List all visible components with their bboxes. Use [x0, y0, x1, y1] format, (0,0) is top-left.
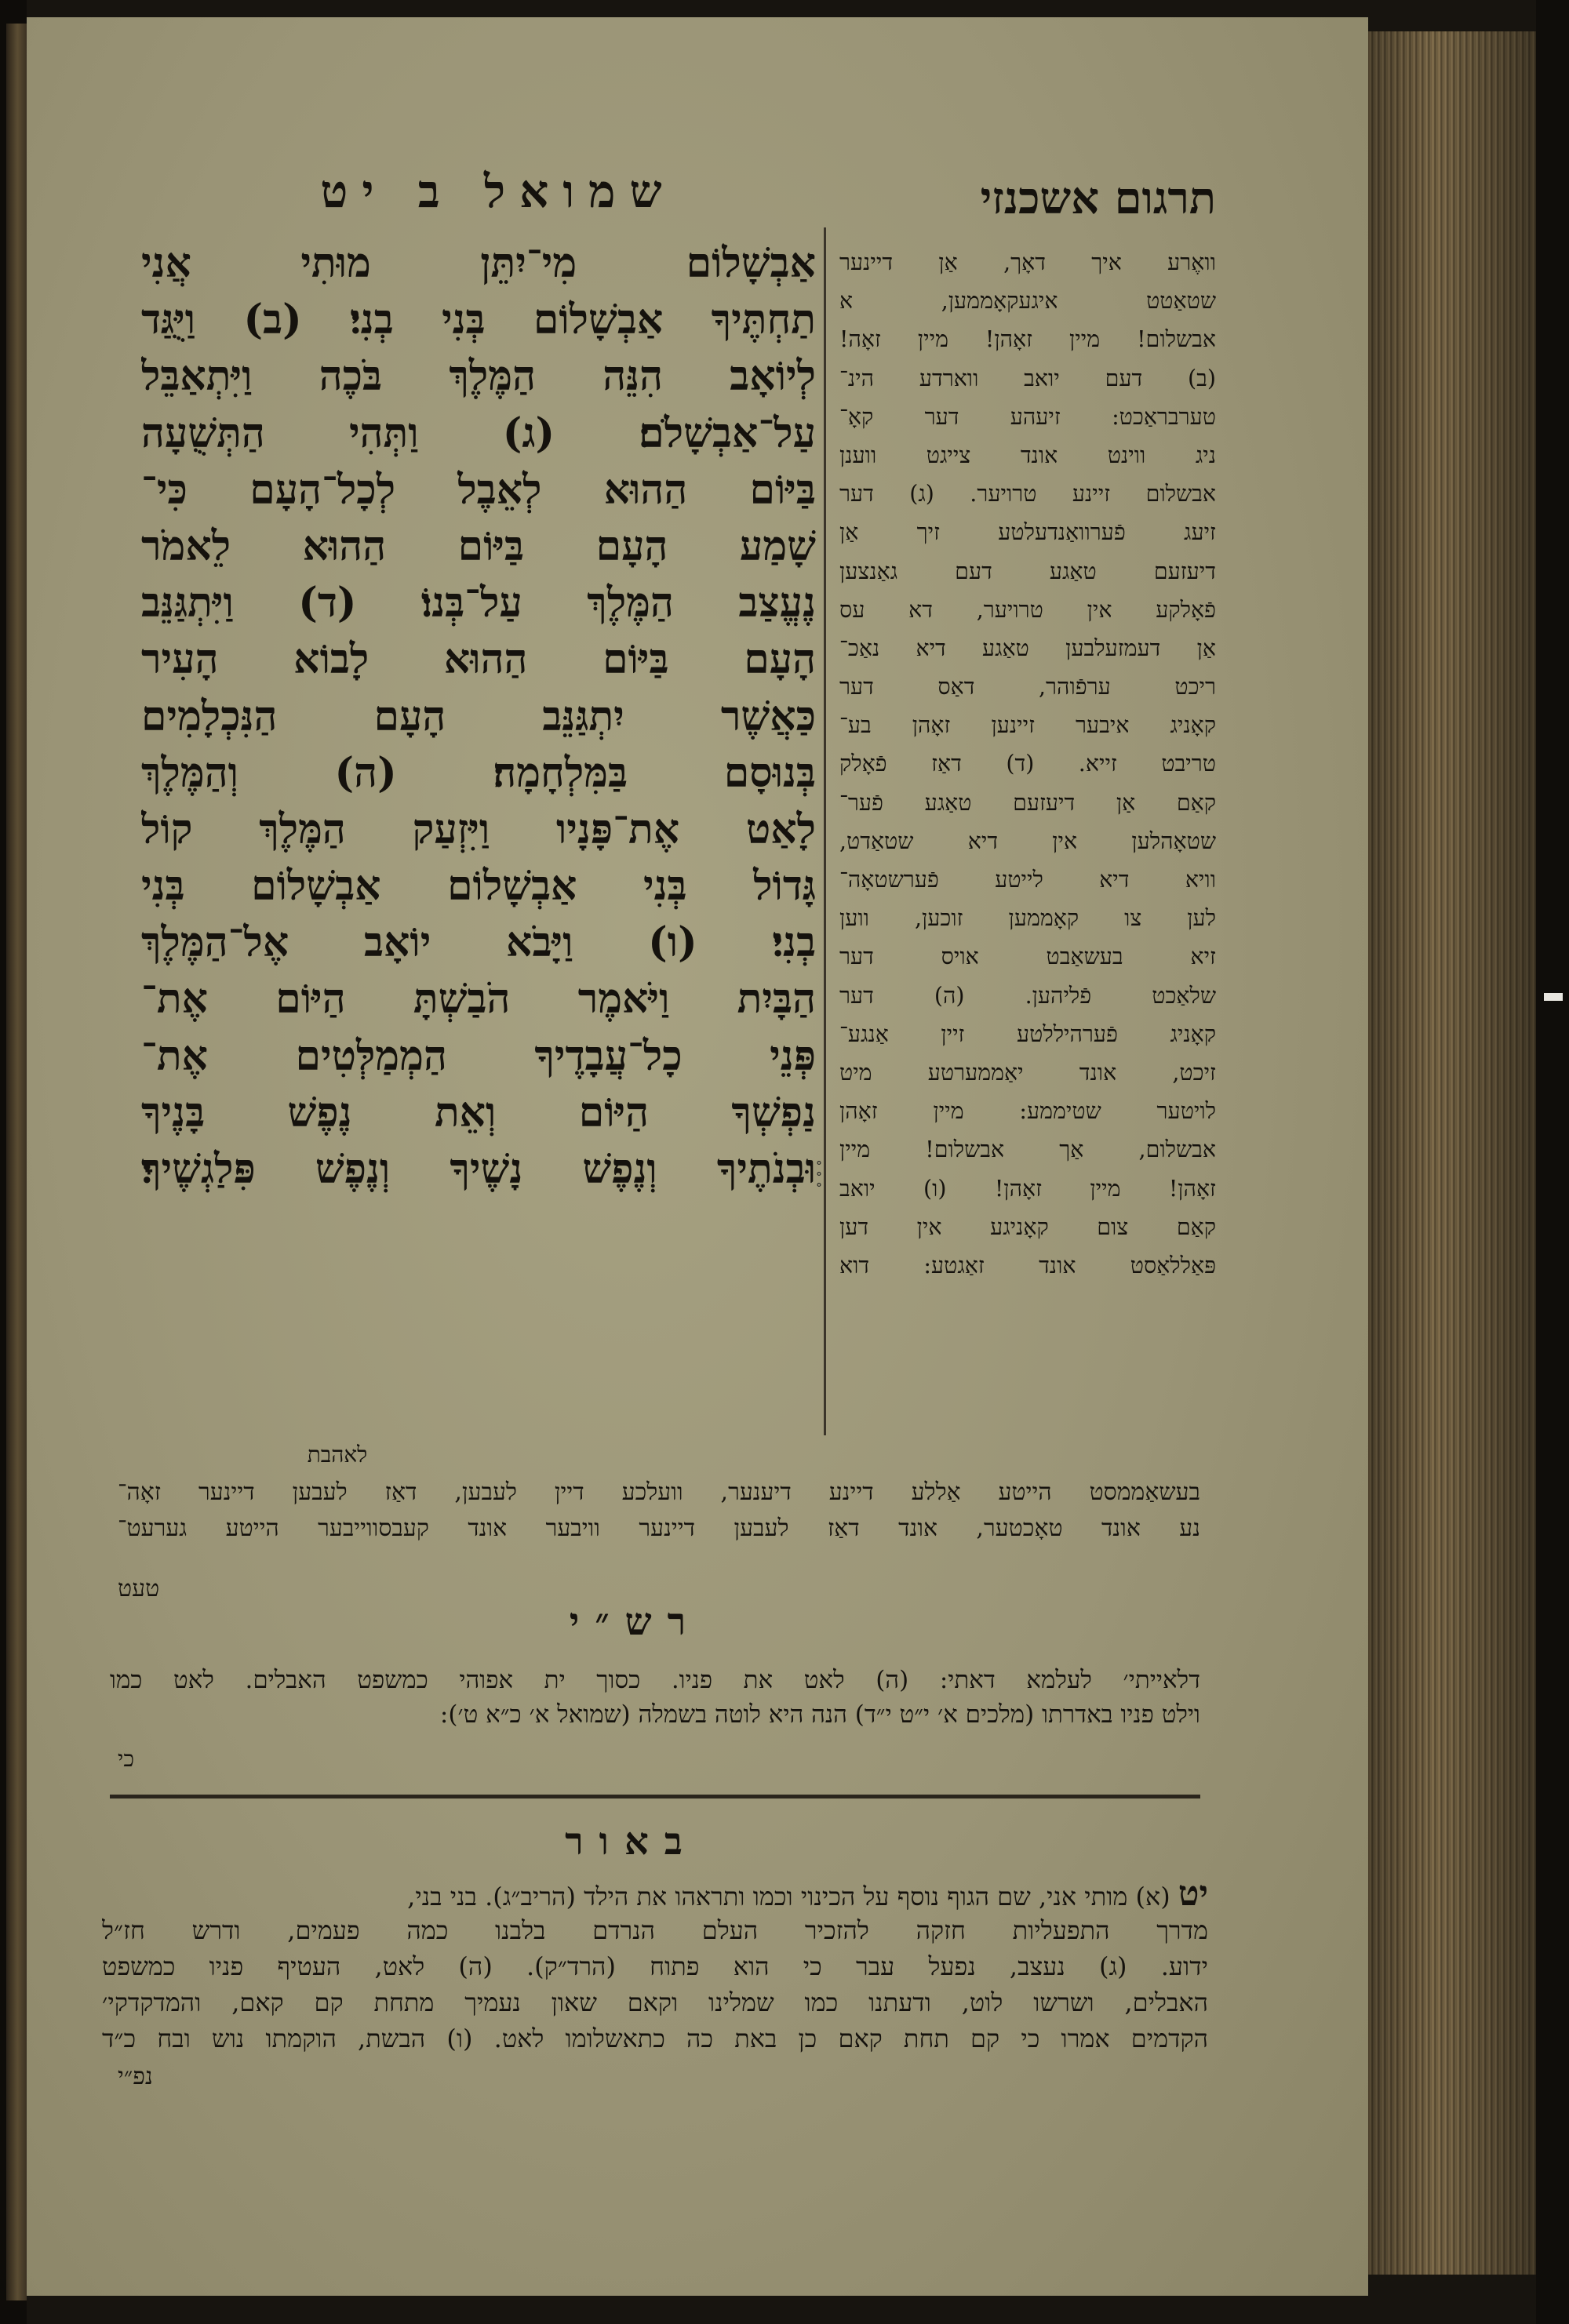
translation-line: פּאַללאַסט אונד זאַגטע: דוא	[839, 1252, 1216, 1278]
translation-line: זיא בעשאַבט אויס דער	[839, 944, 1216, 970]
translation-line: אבשלום! מיין זאָהן! מיין זאָה!	[839, 326, 1216, 353]
beur-commentary	[102, 1876, 1208, 2057]
main-text-line: בַּיּוֹם הַהוּא לְאֵבֶל לְכָל־הָעָם כִּי־	[141, 465, 816, 514]
column-divider	[824, 227, 826, 1435]
rashi-line: וילט פניו באדרתו (מלכים א׳ י״ט י״ד) הנה היא לוטה בשמלה (שמואל א׳ כ״א ט׳):	[439, 1700, 1200, 1729]
main-text-line: בְנִי׃ (ו) וַיָּבֹא יוֹאָב אֶל־הַמֶּלֶךְ	[141, 918, 816, 967]
beur-line: מדרך התפעליות חזקה להזכיר העלם הנרדם בלבנו כמה פעמים, ודרש חז״ל	[102, 1915, 1208, 1945]
translation-continuation	[118, 1475, 1200, 1547]
catchword-rashi: כי	[118, 1746, 135, 1772]
beur-line: האבלים, ושרשו לוט, ודעתנו כמו שמלינו וקאם שאון נעמיך מתחת קם קאם, והמדקדקי׳	[102, 1988, 1208, 2017]
translation-line: ניג ווינט אונד צייגט ווענן	[839, 442, 1216, 468]
beur-line-text: (א) מותי אני, שם הגוף נוסף על הכינוי וכמו ותראהו את הילד (הריב״ג). בני בני,	[407, 1882, 1170, 1911]
main-text-line: וּבְנֹתֶיךָ וְנֶפֶשׁ נָשֶׁיךָ וְנֶפֶשׁ פִּלַגְשֶׁיךָ׃	[141, 1145, 816, 1193]
translation-line: ריכט ערפֿוהר, דאַס דער	[839, 674, 1216, 700]
rashi-commentary	[110, 1663, 1200, 1732]
translation-line: זיעג פֿערוואַנדעלטע זיך אַן	[839, 519, 1216, 546]
main-text-line: לָאַט אֶת־פָּנָיו וַיִּזְעַק הַמֶּלֶךְ קוֹל	[141, 805, 816, 853]
translation-line: טערבראַכט: זיעהע דער קאָ־	[839, 403, 1216, 430]
margin-marks: ° ° °	[816, 1158, 822, 1195]
main-text-line: גָּדוֹל בְּנִי אַבְשָׁלוֹם אַבְשָׁלוֹם בְּנִי	[141, 862, 816, 911]
paper-tab-marker	[1544, 993, 1563, 1001]
translation-wide-line: בעשאַממסט הייטע אַללע דיינע דיענער, וועלכע דיין לעבען, דאַז לעבען דיינער זאָה־	[118, 1478, 1200, 1506]
translation-line: שטאַטט איגעקאָממען, א	[839, 288, 1216, 315]
main-text-line: כַּאֲשֶׁר יִתְגַּנֵּב הָעָם הַנִּכְלָמִים	[141, 692, 816, 740]
translation-line: זיכט, אונד יאַממערטע מיט	[839, 1059, 1216, 1086]
beur-line: הקדמים אמרו כי קם תחת קאם כן באת כה כתאשלומו לאט. (ו) הבשת, הוקמתו נוש ובח כ״ד	[102, 2024, 1208, 2053]
translation-line: אַן דעמזעלבען טאַגע דיא נאַכ־	[839, 635, 1216, 661]
book-binding	[6, 24, 27, 2300]
header-translation-title: תרגום אשכנזי	[980, 173, 1216, 224]
translation-line: שלאַכט פֿליהען. (ה) דער	[839, 982, 1216, 1009]
translation-line: לויטער שטיממע: מיין זאָהן	[839, 1098, 1216, 1125]
translation-line: קאַם אַן דיעזעם טאַגע פֿער־	[839, 789, 1216, 816]
rashi-line: דלאייתי׳ לעלמא דאתי: (ה) לאט את פניו. כסוך ית אפוהי כמשפט האבלים. לאט כמו	[110, 1666, 1200, 1694]
right-background	[1536, 0, 1569, 2324]
translation-line: אבשלום, אַך אבשלום! מיין	[839, 1137, 1216, 1163]
translation-line: דיעזעם טאַגע דעם גאַנצען	[839, 558, 1216, 584]
rashi-heading: רש״י	[569, 1600, 702, 1644]
page-edges	[1368, 31, 1536, 2275]
catchword-beur: נפ״י	[118, 2063, 153, 2090]
main-text-line: אַבְשָׁלוֹם מִי־יִתֵּן מוּתִי אֲנִי	[141, 239, 816, 287]
translation-line: טריבט זייא. (ד) דאַז פֿאָלק	[839, 751, 1216, 777]
catchword-translation: טעט	[118, 1575, 160, 1602]
main-text-line: נֶעֱצַב הַמֶּלֶךְ עַל־בְּנוֹ׃ (ד) וַיִּתְגַּנֵּב	[141, 579, 816, 627]
main-text-line: הַבָּיִת וַיֹּאמֶר הֹבַשְׁתָּ הַיּוֹם אֶת־	[141, 975, 816, 1024]
translation-wide-line: נע אונד טאָכטער, אונד דאַז לעבען דיינער וויבער אונד קעבסווייבער הייטע גערעט־	[118, 1515, 1200, 1542]
main-text-line: בְּנוּסָם בַּמִּלְחָמָה׃ (ה) וְהַמֶּלֶךְ	[141, 748, 816, 797]
translation-line: פֿאָלקע אין טרויער, דא עס	[839, 596, 1216, 623]
main-text-line: תַחְתֶּיךָ אַבְשָׁלוֹם בְּנִי בְנִי׃ (ב) וַיֻּגַּד	[141, 296, 816, 344]
main-text-line: פְּנֵי כָל־עֲבָדֶיךָ הַמְמַלְּטִים אֶת־	[141, 1031, 816, 1080]
section-rule	[110, 1795, 1200, 1798]
main-text-line: שָׁמַע הָעָם בַּיּוֹם הַהוּא לֵאמֹר	[141, 522, 816, 570]
main-text-line: נַפְשְׁךָ הַיּוֹם וְאֵת נֶפֶשׁ בָּנֶיךָ	[141, 1088, 816, 1137]
main-hebrew-column	[141, 235, 816, 1435]
translation-line: קאָניג פֿערהיללטע זיין אַנגע־	[839, 1020, 1216, 1047]
translation-line: וויא דיא לייטע פֿערשטאָה־	[839, 867, 1216, 893]
translation-line: שטאָהלען אין דיא שטאַדט,	[839, 827, 1216, 854]
main-text-line: הָעָם בַּיּוֹם הַהוּא לָבוֹא הָעִיר	[141, 635, 816, 684]
beur-heading: באור	[565, 1820, 698, 1864]
chapter-mark: יט	[1178, 1876, 1208, 1912]
yiddish-translation-column	[839, 243, 1216, 1478]
header-book-title: שמואל ב יט	[320, 165, 676, 218]
translation-line: קאַם צום קאָניגע אין דען	[839, 1213, 1216, 1240]
main-text-line: עַל־אַבְשָׁלֹם׃ (ג) וַתְּהִי הַתְּשֻׁעָה	[141, 409, 816, 457]
translation-line: לען צו קאָממען זוכען, ווען	[839, 905, 1216, 932]
translation-line: זאָהן! מיין זאָהן! (ו) יואב	[839, 1175, 1216, 1202]
beur-line	[102, 1876, 1208, 1912]
catchword-top: לאהבת	[307, 1442, 368, 1468]
main-text-line: לְיוֹאָב הִנֵּה הַמֶּלֶךְ בֹּכֶה וַיִּתְאַבֵּל	[141, 352, 816, 401]
translation-line: אבשלום זיינע טרויער. (ג) דער	[839, 481, 1216, 507]
translation-line: וואֶרע איך דאָך, אַן דיינער	[839, 249, 1216, 275]
translation-line: (ב) דעם יואב ווארדע הינ־	[839, 365, 1216, 391]
beur-line: ידוע. (ג) נעצב, נפעל עבר כי הוא פתוח (הרד״ק). (ה) לאט, העטיף פניו כמשפט	[102, 1951, 1208, 1981]
translation-line: קאָניג איבער זיינען זאָהן בע־	[839, 712, 1216, 739]
